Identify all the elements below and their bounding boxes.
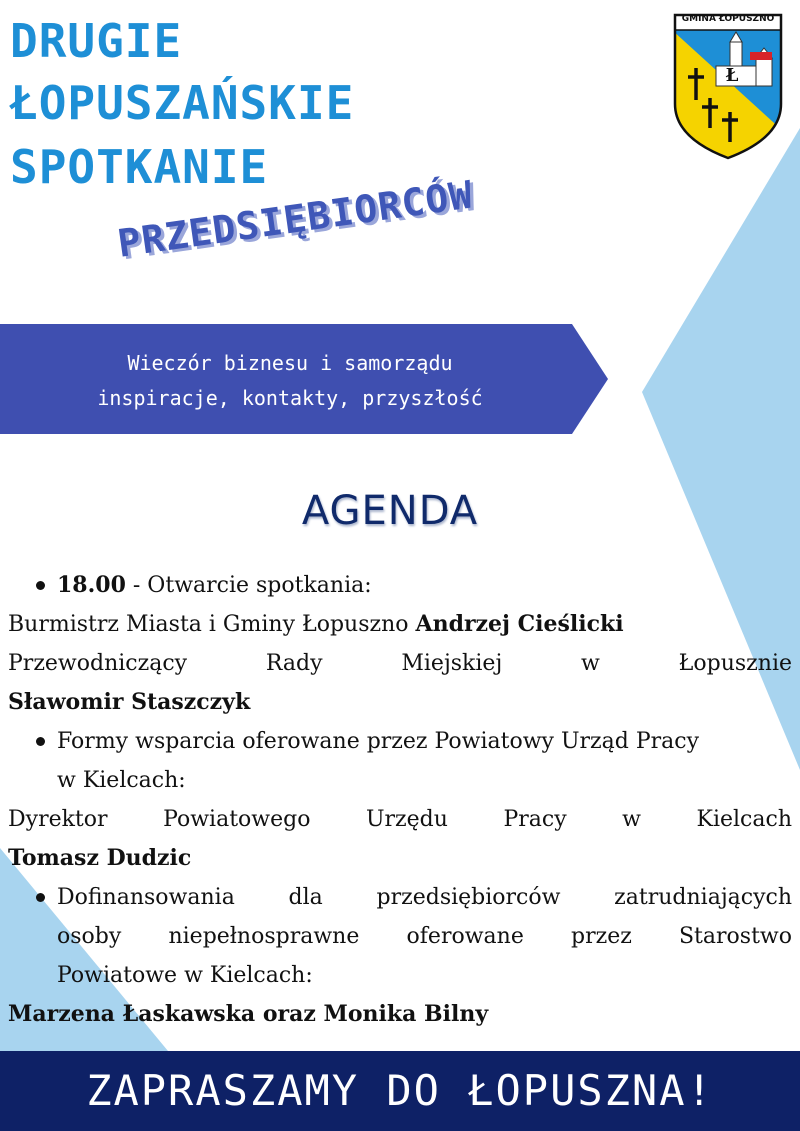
agenda-item-text: Dofinansowania dla przedsiębiorców zatrudniających: [57, 885, 792, 910]
agenda-item-3: [8, 878, 792, 995]
title-line-3: SPOTKANIE: [10, 140, 269, 194]
subtitle-banner: [0, 324, 608, 434]
agenda-item-time: 18.00: [57, 572, 126, 598]
speaker-name-line: [8, 995, 792, 1034]
crest-label: GMINA ŁOPUSZNO: [681, 14, 775, 24]
banner-line-1: Wieczór biznesu i samorządu: [127, 351, 453, 375]
speaker-line: [8, 605, 792, 644]
speaker-role: Burmistrz Miasta i Gminy Łopuszno: [8, 612, 416, 637]
agenda-item-text: Formy wsparcia oferowane przez Powiatowy Urząd Pracy: [57, 729, 700, 754]
speaker-role-line: Dyrektor Powiatowego Urzędu Pracy w Kielcach: [8, 807, 792, 832]
title-line-1: DRUGIE: [10, 14, 183, 68]
footer-invitation: ZAPRASZAMY DO ŁOPUSZNA!: [86, 1066, 714, 1115]
agenda-item-2: [8, 722, 792, 800]
title-line-2: ŁOPUSZAŃSKIE: [10, 76, 355, 130]
agenda-list: [8, 566, 792, 1034]
speaker-name: Marzena Łaskawska oraz Monika Bilny: [8, 1001, 489, 1027]
agenda-item-1: [8, 566, 792, 605]
agenda-item-text: - Otwarcie spotkania:: [125, 573, 372, 598]
agenda-item-text: osoby niepełnosprawne oferowane przez Starostwo: [57, 924, 792, 949]
speaker-name-line: [8, 683, 792, 722]
speaker-name: Sławomir Staszczyk: [8, 689, 251, 715]
banner-arrow-shape: [0, 324, 608, 434]
agenda-heading: AGENDA: [301, 488, 479, 534]
speaker-name-line: [8, 839, 792, 878]
footer-bar: [0, 1051, 800, 1131]
title-line-4: PRZEDSIĘBIORCÓW: [114, 172, 476, 266]
crest-letter: Ł: [725, 65, 739, 86]
speaker-name: Andrzej Cieślicki: [415, 611, 624, 637]
banner-line-2: inspiracje, kontakty, przyszłość: [97, 386, 483, 410]
agenda-item-text: w Kielcach:: [57, 768, 186, 793]
agenda-item-text: Powiatowe w Kielcach:: [57, 963, 313, 988]
speaker-name: Tomasz Dudzic: [8, 845, 192, 871]
speaker-role-line: Przewodniczący Rady Miejskiej w Łopusznie: [8, 651, 792, 676]
